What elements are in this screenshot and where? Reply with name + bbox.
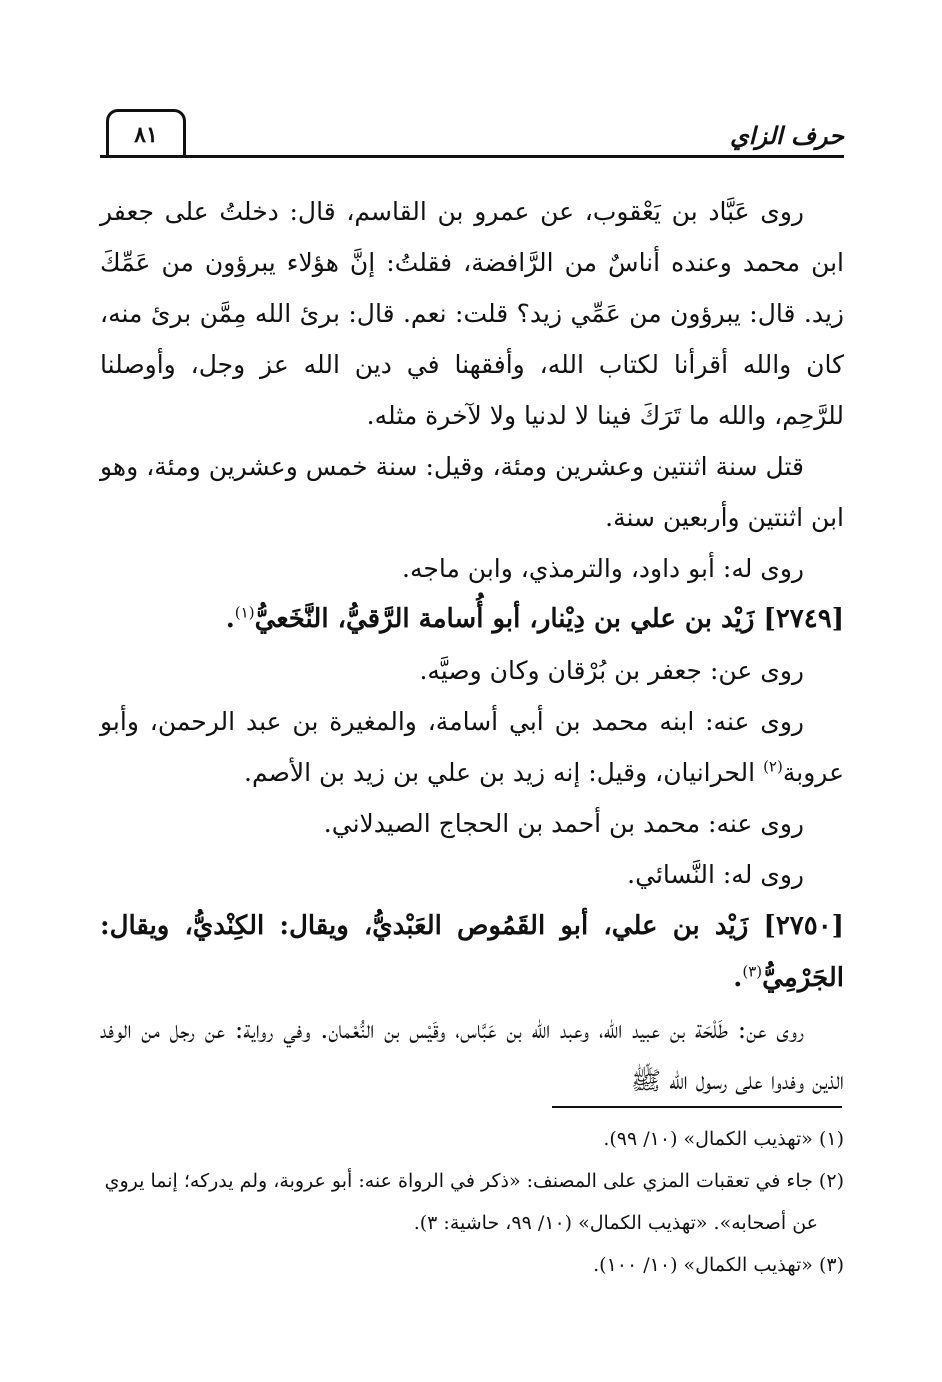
narrators-text-cont: الحرانيان، وقيل: إنه زيد بن علي بن زيد بن الأصم. [244, 758, 756, 787]
paragraph-narrated-from: روى عن: جعفر بن بُرْقان وكان وصيَّه. [419, 656, 804, 685]
footnote-ref[interactable]: (٣) [742, 962, 763, 981]
chapter-title: حرف الزاي [730, 121, 844, 150]
footnotes [96, 1118, 844, 1286]
entry-number: [٢٧٥٠] [763, 911, 844, 941]
paragraph-narrated-by: روى له: أبو داود، والترمذي، وابن ماجه. [402, 554, 804, 583]
paragraph-narrated-from-2: روى عن: طَلْحَة بن عبيد الله، وعبد الله بن عَبَّاس، وقَيْس بن النُّعْمان. وفي رواية: عن رجل من الوفد الذين وفدوا على رسول الله ﷺ [100, 1015, 844, 1095]
footnote-rule [552, 1106, 842, 1108]
entry-number: [٢٧٤٩] [763, 604, 844, 634]
footnote-2 [96, 1160, 844, 1244]
entry-name: زَيْد بن علي بن دِيْنار، أبو أُسامة الرَّقيُّ، النَّخَعيُّ [254, 604, 755, 634]
paragraph-narrators [100, 696, 844, 798]
entry-heading-2749: [٢٧٤٩] زَيْد بن علي بن دِيْنار، أبو أُسامة الرَّقيُّ، النَّخَعيُّ$^{(١)}$. [225, 603, 844, 634]
footnote-3: (٣) «تهذيب الكمال» (١٠/ ١٠٠). [593, 1254, 844, 1276]
paragraph-death: قتل سنة اثنتين وعشرين ومئة، وقيل: سنة خمس وعشرين ومئة، وهو ابن اثنتين وأربعين سنة. [100, 452, 844, 532]
header-rule [100, 155, 844, 158]
footnote-ref[interactable]: (١) [234, 603, 255, 622]
paragraph-narration: روى عَبَّاد بن يَعْقوب، عن عمرو بن القاسم، قال: دخلتُ على جعفر ابن محمد وعنده أناسٌ من الرَّافضة، فقلتُ: إنَّ هؤلاء يبرؤون من عَمِّكَ زيد. قال: يبرؤون من عَمِّي زيد؟ قلت: نعم. قال: برئ الله مِمَّن برئ منه، كان والله أقرأنا لكتاب الله، وأفقهنا في دين الله عز وجل، وأوصلنا للرَّحِم، والله ما تَرَكَ فينا لا لدنيا ولا لآخرة مثله. [100, 197, 844, 430]
page-number: ٨١ [106, 109, 186, 158]
paragraph-narrator: روى عنه: محمد بن أحمد بن الحجاج الصيدلاني. [323, 809, 804, 838]
entry-name: زَيْد بن علي، أبو القَمُوص العَبْديُّ، ويقال: الكِنْديُّ، ويقال: الجَرْمِيُّ [100, 911, 844, 993]
footnote-2-line2: عن أصحابه». «تهذيب الكمال» (١٠/ ٩٩، حاشية: ٣). [413, 1212, 818, 1234]
footnote-1: (١) «تهذيب الكمال» (١٠/ ٩٩). [603, 1128, 844, 1150]
footnote-2-line1: (٢) جاء في تعقبات المزي على المصنف: «ذكر في الرواة عنه: أبو عروبة، ولم يدركه؛ إنما يروي [104, 1170, 844, 1192]
page-header [100, 98, 844, 158]
main-text [100, 186, 844, 1106]
entry-heading-2750: [٢٧٥٠] زَيْد بن علي، أبو القَمُوص العَبْديُّ، ويقال: الكِنْديُّ، ويقال: الجَرْمِيُّ$^{(٣)}$. [100, 911, 844, 993]
footnote-ref[interactable]: (٢) [763, 757, 783, 776]
narrators-text: روى عنه: ابنه محمد بن أبي أسامة، والمغيرة بن عبد الرحمن، وأبو عروبة [100, 707, 844, 787]
paragraph-narrated-by-2: روى له: النَّسائي. [627, 860, 804, 889]
